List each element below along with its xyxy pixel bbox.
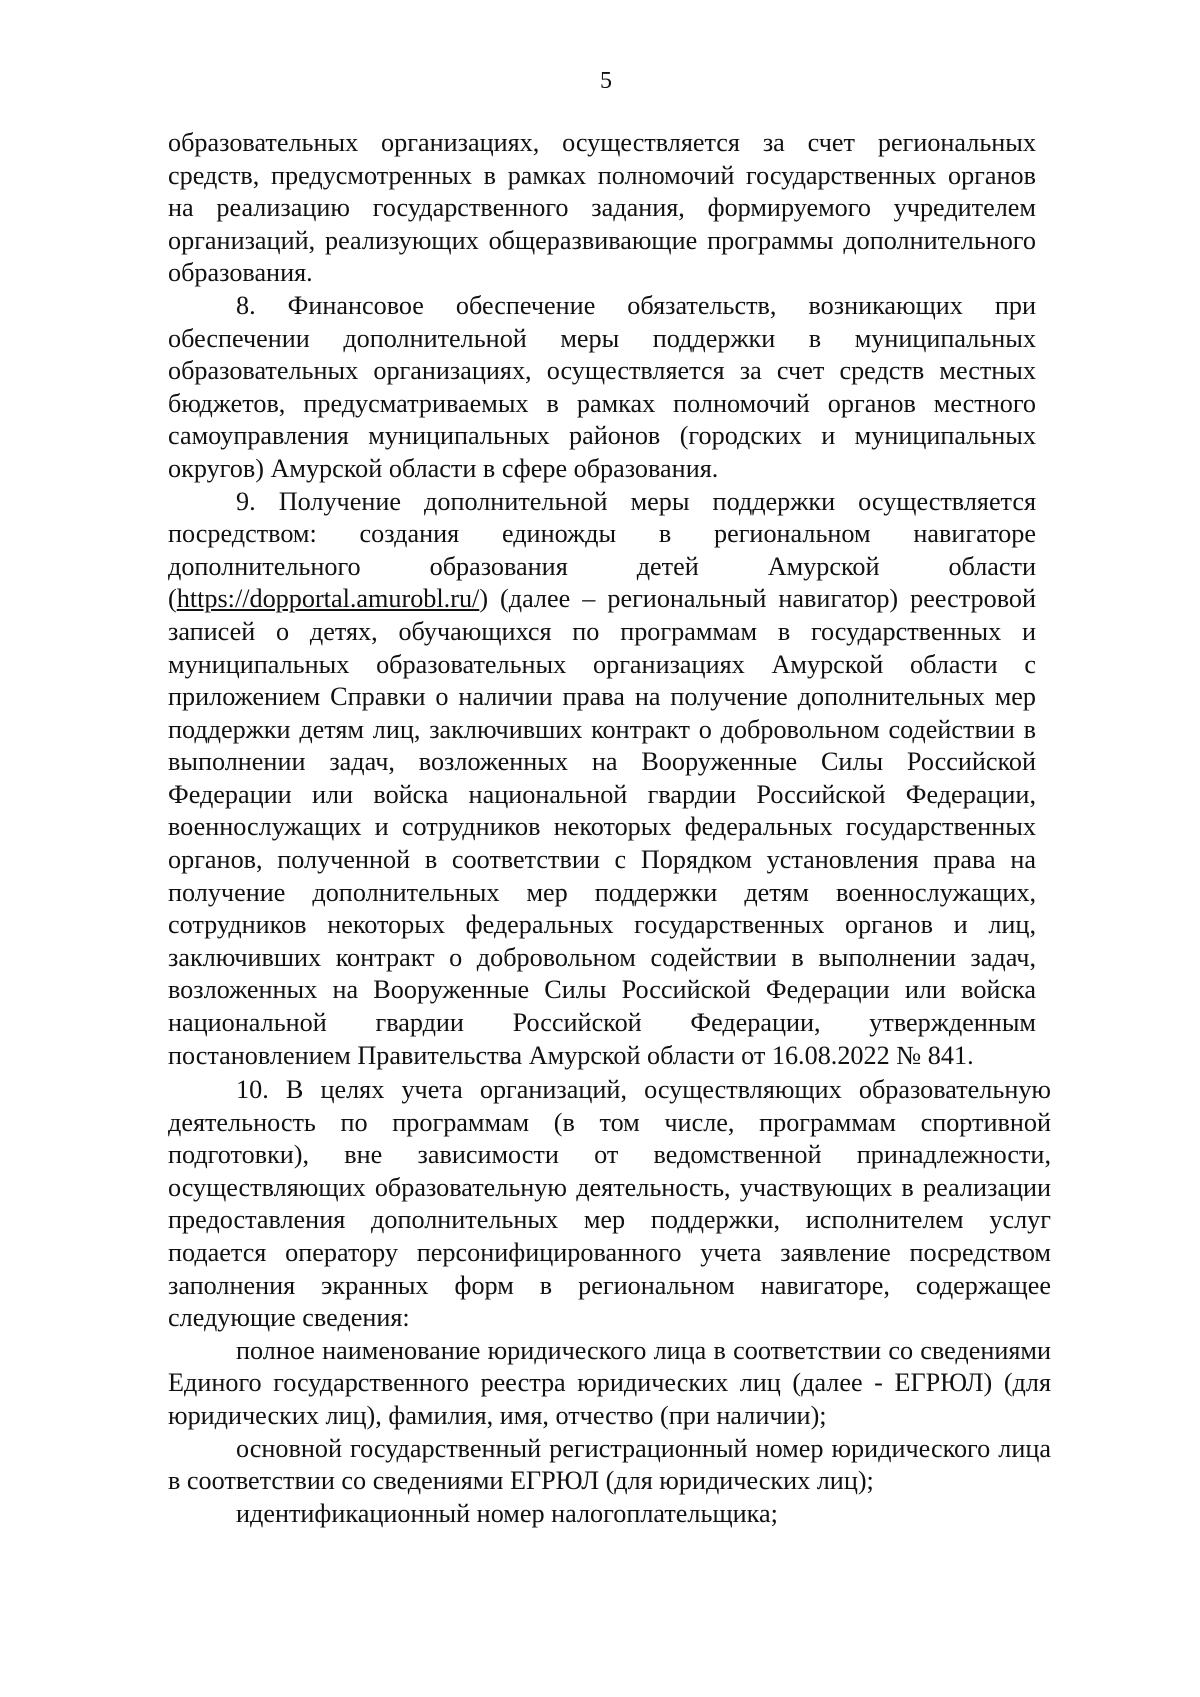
paragraph-item-10: 10. В целях учета организаций, осуществляющих образовательную деятельность по программам (в том числе, программам спортивной подготовки), вне зависимости от ведомственной принадлежности, осуществляющих образовательную деятельность, участвующих в реализации предоставления дополнительных мер поддержки, исполнителем услуг подается оператору персонифицированного учета заявление посредством заполнения экранных форм в региональном навигаторе, содержащее следующие сведения: (168, 1075, 1051, 1333)
list-item-inn: идентификационный номер налогоплательщика; (236, 1498, 778, 1528)
item-9-text-before-link: 9. Получение дополнительной меры поддержки осуществляется посредством: создания единожды в региональном навигаторе дополнительного образования детей Амурской области ( (168, 486, 1036, 614)
paragraph-item-9 (168, 486, 1036, 1073)
list-item-full-name: полное наименование юридического лица в соответствии со сведениями Единого государственного реестра юридических лиц (далее - ЕГРЮЛ) (для юридических лиц), фамилия, имя, отчество (при наличии); (168, 1335, 1051, 1430)
navigator-link[interactable]: https://dopportal.amurobl.ru/ (176, 584, 480, 614)
item-9-text-after-link: ) (далее – региональный навигатор) реестровой записей о детях, обучающихся по программам в государственных и муниципальных образовательных организациях Амурской области с приложением Справки о наличии права на получение дополнительных мер поддержки детям лиц, заключивших контракт о добровольном содействии в выполнении задач, возложенных на Вооруженные Силы Российской Федерации или войска национальной гвардии Российской Федерации, военнослужащих и сотрудников некоторых федеральных государственных органов, полученной в соответствии с Порядком установления права на получение дополнительных мер поддержки детям военнослужащих, сотрудников некоторых федеральных государственных органов и лиц, заключивших контракт о добровольном содействии в выполнении задач, возложенных на Вооруженные Силы Российской Федерации или войска национальной гвардии Российской Федерации, утвержденным постановлением Правительства Амурской области от 16.08.2022 № 841. (168, 584, 1036, 1070)
document-body-upper (168, 127, 1036, 1072)
paragraph-item-8: 8. Финансовое обеспечение обязательств, возникающих при обеспечении дополнительной меры поддержки в муниципальных образовательных организациях, осуществляется за счет средств местных бюджетов, предусматриваемых в рамках полномочий органов местного самоуправления муниципальных районов (городских и муниципальных округов) Амурской области в сфере образования. (168, 290, 1036, 483)
document-body-lower (168, 1074, 1051, 1530)
list-item-ogrn: основной государственный регистрационный номер юридического лица в соответствии со сведениями ЕГРЮЛ (для юридических лиц); (168, 1433, 1051, 1496)
page-number: 5 (600, 68, 612, 94)
paragraph-continuation: образовательных организациях, осуществляется за счет региональных средств, предусмотренных в рамках полномочий государственных органов на реализацию государственного задания, формируемого учредителем организаций, реализующих общеразвивающие программы дополнительного образования. (168, 128, 1036, 288)
